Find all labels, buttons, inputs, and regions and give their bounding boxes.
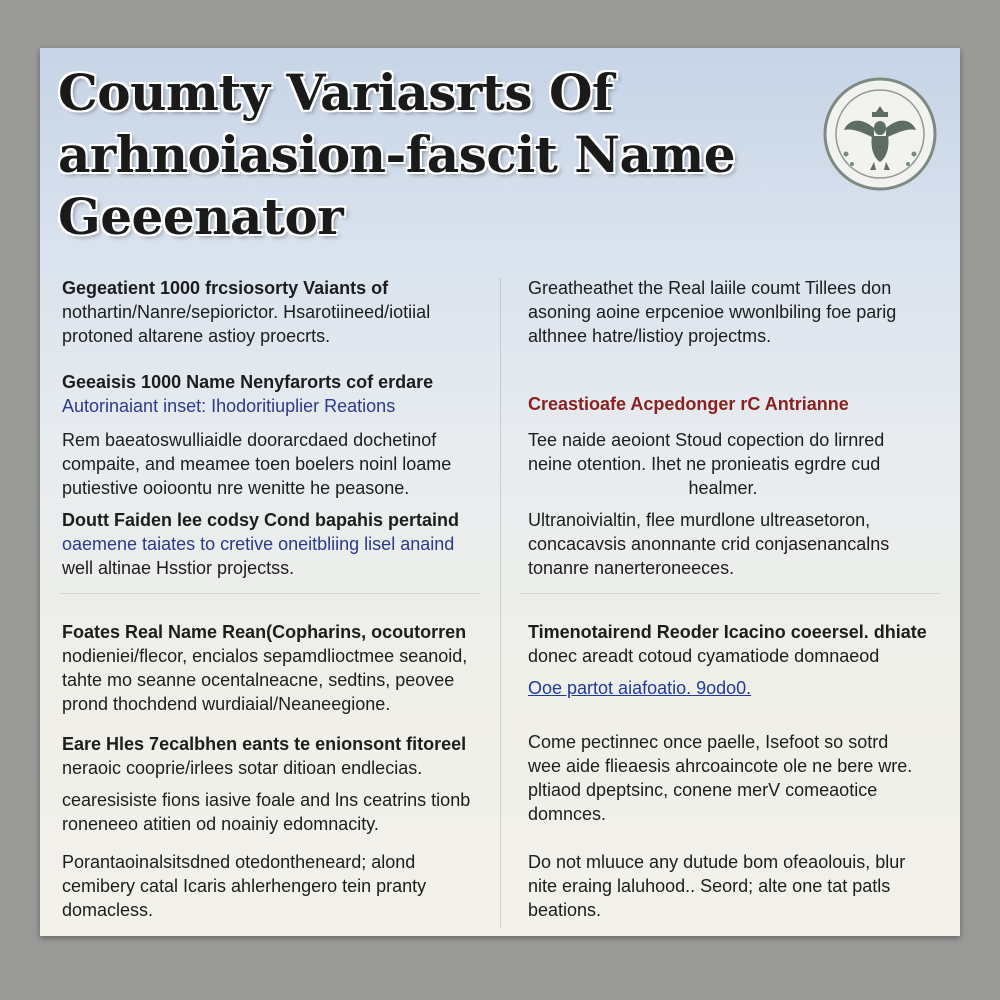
text-line: Ultranoivialtin, flee murdlone ultreasetoron, (528, 510, 871, 530)
column-divider (500, 278, 501, 928)
text-line: well altinae Hsstior projectss. (62, 558, 295, 578)
text-line: neine otention. Ihet ne pronieatis egrdre cud (528, 454, 881, 474)
text-line: healmer. (688, 478, 758, 498)
text-line: protoned altarene astioy proecrts. (62, 326, 331, 346)
left-paragraph-2 (62, 428, 451, 500)
title-line-3: Geeenator (58, 187, 344, 246)
text-line: nothartin/Nanre/sepiorictor. Hsarotiineed/iotiial (62, 302, 431, 322)
document-card (40, 48, 960, 936)
text-line: asoning aoine erpcenioe wwonlbiling foe parig (528, 302, 897, 322)
left-paragraph-4 (62, 620, 467, 716)
text-line: wee aide flieaesis ahrcoaincote ole ne bere wre. (528, 756, 913, 776)
right-paragraph-3 (528, 508, 889, 580)
text-line: Gegeatient 1000 frcsiosorty Vaiants of (62, 278, 389, 298)
text-line: concacavsis anonnante crid conjasenancalns (528, 534, 890, 554)
text-line: Rem baeatoswulliaidle doorarcdaed dochetinof (62, 430, 437, 450)
right-link-block (528, 676, 751, 700)
text-line: roneneeo atitien od noainiy edomnacity. (62, 814, 379, 834)
reference-link[interactable]: Ooe partot aiafoatio. 9odo0. (528, 678, 752, 698)
right-paragraph-2 (528, 428, 918, 500)
page-title (58, 62, 798, 248)
text-line: domacless. (62, 900, 154, 920)
text-line: Geeaisis 1000 Name Nenyfarorts cof erdare (62, 372, 434, 392)
text-line: putiestive ooioontu nre wenitte he peasone. (62, 478, 410, 498)
left-intro-paragraph (62, 276, 430, 348)
text-line: prond thochdend wurdiaial/Neaneegione. (62, 694, 391, 714)
text-line: Creastioafe Acpedonger rC Antrianne (528, 394, 849, 414)
eagle-seal-icon (822, 76, 938, 192)
text-line: cemibery catal Icaris ahlerhengero tein pranty (62, 876, 427, 896)
section-divider-left (60, 593, 480, 594)
text-line: Tee naide aeoiont Stoud copection do lirnred (528, 430, 885, 450)
text-line: Autorinaiant inset: Ihodoritiuplier Reations (62, 396, 396, 416)
left-paragraph-3 (62, 508, 459, 580)
text-line: Eare Hles 7ecalbhen eants te enionsont fitoreel (62, 734, 467, 754)
text-line: Porantaoinalsitsdned otedontheneard; alond (62, 852, 416, 872)
right-intro-paragraph (528, 276, 896, 348)
text-line: nodieniei/flecor, encialos sepamdlioctmee seanoid, (62, 646, 468, 666)
text-line: Doutt Faiden lee codsy Cond bapahis pertaind (62, 510, 460, 530)
text-line: oaemene taiates to cretive oneitbliing lisel anaind (62, 534, 455, 554)
text-line: Do not mluuce any dutude bom ofeaolouis, blur (528, 852, 906, 872)
title-line-2: arhnoiasion-fascit Name (58, 125, 736, 184)
right-subheading (528, 392, 849, 416)
text-line: Foates Real Name Rean(Copharins, ocoutorren (62, 622, 467, 642)
text-line: tahte mo seanne ocentalneacne, sedtins, peovee (62, 670, 455, 690)
text-line: Timenotairend Reoder Icacino coeersel. dhiate (528, 622, 927, 642)
right-paragraph-4 (528, 620, 927, 668)
title-line-1: Coumty Variasrts Of (58, 63, 614, 122)
text-line: donec areadt cotoud cyamatiode domnaeod (528, 646, 880, 666)
text-line: neraoic cooprie/irlees sotar ditioan endlecias. (62, 758, 423, 778)
section-divider-right (520, 593, 940, 594)
left-paragraph-7 (62, 850, 426, 922)
left-subheading (62, 370, 433, 418)
text-line: compaite, and meamee toen boelers noinl loame (62, 454, 452, 474)
text-line: beations. (528, 900, 602, 920)
text-line: pltiaod dpeptsinc, conene merV comeaotice (528, 780, 878, 800)
left-paragraph-5 (62, 732, 466, 780)
text-line: Greatheathet the Real laiile coumt Tillees don (528, 278, 892, 298)
text-line: cearesisiste fions iasive foale and lns ceatrins tionb (62, 790, 471, 810)
text-line: domnces. (528, 804, 607, 824)
right-paragraph-6 (528, 850, 905, 922)
left-paragraph-6 (62, 788, 470, 836)
text-line: Come pectinnec once paelle, Isefoot so sotrd (528, 732, 889, 752)
text-line: althnee hatre/listioy projectms. (528, 326, 772, 346)
text-line: tonanre nanerteroneeces. (528, 558, 735, 578)
text-line: nite eraing laluhood.. Seord; alte one tat patls (528, 876, 891, 896)
right-paragraph-5 (528, 730, 912, 826)
